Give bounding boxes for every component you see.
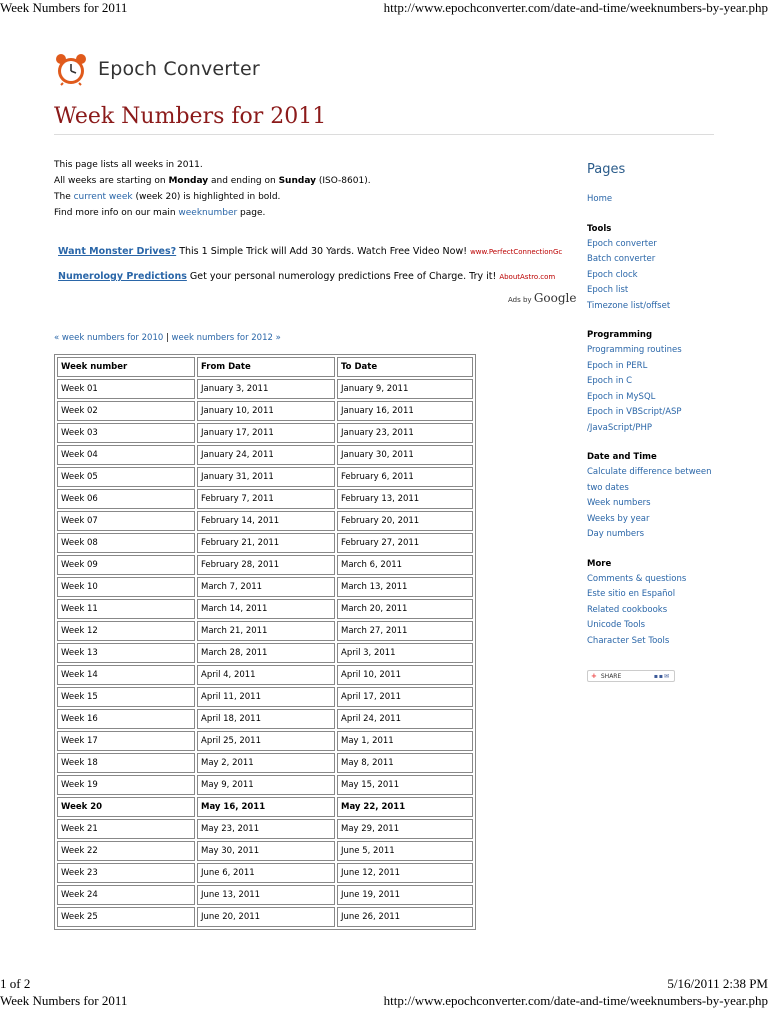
sidebar-section-heading: Tools [587,223,612,234]
table-row [57,775,473,795]
from-date-cell: January 17, 2011 [197,423,335,443]
week-cell: Week 01 [57,379,195,399]
to-date-cell: June 26, 2011 [337,907,473,927]
ad-text: This 1 Simple Trick will Add 30 Yards. Watch Free Video Now! [176,246,471,257]
week-cell: Week 19 [57,775,195,795]
to-date-cell: May 15, 2011 [337,775,473,795]
ad-numerology[interactable] [58,271,555,282]
table-row [57,423,473,443]
to-date-cell: March 13, 2011 [337,577,473,597]
sidebar-link[interactable]: Character Set Tools [587,635,670,646]
week-cell: Week 05 [57,467,195,487]
sidebar-link[interactable]: Batch converter [587,254,656,264]
from-date-cell: February 21, 2011 [197,533,335,553]
from-date-cell: May 2, 2011 [197,753,335,773]
table-row [57,467,473,487]
from-date-cell: March 14, 2011 [197,599,335,619]
sidebar-link[interactable]: Related cookbooks [587,604,668,615]
week-cell: Week 07 [57,511,195,531]
from-date-cell: May 23, 2011 [197,819,335,839]
to-date-cell: February 6, 2011 [337,467,473,487]
intro-line-2: All weeks are starting on Monday and ending on Sunday (ISO-8601). [54,176,371,186]
sidebar-link[interactable]: Epoch in C [587,376,633,386]
sidebar-link[interactable]: Programming routines [587,345,682,355]
table-row [57,511,473,531]
week-cell: Week 03 [57,423,195,443]
to-date-cell: April 10, 2011 [337,665,473,685]
header-to-date: To Date [337,357,473,377]
week-cell: Week 21 [57,819,195,839]
from-date-cell: May 16, 2011 [197,797,335,817]
from-date-cell: January 10, 2011 [197,401,335,421]
table-row [57,555,473,575]
table-row [57,863,473,883]
sidebar-link[interactable]: Epoch list [587,285,629,295]
table-row [57,533,473,553]
table-row [57,643,473,663]
ad-title[interactable]: Want Monster Drives? [58,246,177,257]
table-row [57,797,473,817]
share-label: SHARE [600,672,622,680]
from-date-cell: April 11, 2011 [197,687,335,707]
table-row [57,709,473,729]
sidebar-link[interactable]: Epoch converter [587,238,657,249]
print-footer-datetime: 5/16/2011 2:38 PM [667,976,768,991]
to-date-cell: May 22, 2011 [337,797,473,817]
from-date-cell: April 4, 2011 [197,665,335,685]
header-from-date: From Date [197,357,335,377]
week-cell: Week 24 [57,885,195,905]
week-cell: Week 08 [57,533,195,553]
table-row [57,841,473,861]
table-row [57,489,473,509]
print-header-url: http://www.epochconverter.com/date-and-time/weeknumbers-by-year.php [383,0,768,15]
year-navigation: « week numbers for 2010 | week numbers for 2012 » [54,333,281,343]
from-date-cell: January 24, 2011 [197,445,335,465]
sidebar-link[interactable]: Unicode Tools [587,620,646,630]
table-row [57,599,473,619]
header-week-number: Week number [57,357,195,377]
print-footer-title: Week Numbers for 2011 [0,993,128,1008]
table-row [57,885,473,905]
week-numbers-table [54,354,476,930]
from-date-cell: June 13, 2011 [197,885,335,905]
from-date-cell: May 9, 2011 [197,775,335,795]
week-cell: Week 16 [57,709,195,729]
to-date-cell: June 19, 2011 [337,885,473,905]
sidebar-link[interactable]: Day numbers [587,529,645,539]
table-row [57,753,473,773]
from-date-cell: April 18, 2011 [197,709,335,729]
sidebar-link[interactable]: two dates [587,482,629,493]
from-date-cell: June 6, 2011 [197,863,335,883]
from-date-cell: June 20, 2011 [197,907,335,927]
week-cell: Week 18 [57,753,195,773]
ad-title[interactable]: Numerology Predictions [58,271,187,282]
from-date-cell: April 25, 2011 [197,731,335,751]
to-date-cell: January 16, 2011 [337,401,473,421]
to-date-cell: January 30, 2011 [337,445,473,465]
table-header-row [57,357,473,377]
to-date-cell: March 27, 2011 [337,621,473,641]
table-row [57,621,473,641]
from-date-cell: February 7, 2011 [197,489,335,509]
to-date-cell: June 12, 2011 [337,863,473,883]
week-cell: Week 10 [57,577,195,597]
week-cell: Week 04 [57,445,195,465]
sidebar-link[interactable]: Este sitio en Español [587,589,676,599]
title-divider [54,134,714,135]
sidebar-link[interactable]: Epoch in PERL [587,360,648,371]
intro-text [54,157,371,221]
to-date-cell: May 1, 2011 [337,731,473,751]
from-date-cell: March 21, 2011 [197,621,335,641]
sidebar-link-home[interactable]: Home [587,194,613,204]
sidebar-section-heading: Date and Time [587,452,657,462]
from-date-cell: February 14, 2011 [197,511,335,531]
week-cell: Week 14 [57,665,195,685]
week-cell: Week 06 [57,489,195,509]
to-date-cell: April 24, 2011 [337,709,473,729]
to-date-cell: February 20, 2011 [337,511,473,531]
page-title: Week Numbers for 2011 [54,104,327,129]
sidebar-link[interactable]: /JavaScript/PHP [587,422,652,433]
print-footer-page: 1 of 2 [0,976,31,991]
week-cell: Week 02 [57,401,195,421]
week-cell: Week 12 [57,621,195,641]
plus-icon: + [591,672,597,680]
from-date-cell: January 3, 2011 [197,379,335,399]
week-cell: Week 15 [57,687,195,707]
table-row [57,445,473,465]
sidebar-link[interactable]: Weeks by year [587,513,650,524]
table-row [57,687,473,707]
next-year-link[interactable]: week numbers for 2012 » [171,333,281,343]
intro-line-1: This page lists all weeks in 2011. [54,160,203,170]
sidebar-title: Pages [587,162,626,177]
sidebar-link[interactable]: Epoch in MySQL [587,391,656,402]
to-date-cell: May 29, 2011 [337,819,473,839]
share-button[interactable] [587,670,675,682]
site-name: Epoch Converter [98,58,260,80]
to-date-cell: January 23, 2011 [337,423,473,443]
to-date-cell: February 13, 2011 [337,489,473,509]
week-cell: Week 22 [57,841,195,861]
sidebar-link[interactable]: Comments & questions [587,573,687,584]
table-row [57,577,473,597]
sidebar-section-heading: More [587,558,612,569]
intro-line-4: Find more info on our main weeknumber page. [54,208,266,218]
site-logo[interactable] [54,52,260,86]
ad-text: Get your personal numerology predictions Free of Charge. Try it! [186,271,500,282]
from-date-cell: March 7, 2011 [197,577,335,597]
sidebar-link[interactable]: Epoch clock [587,269,638,280]
from-date-cell: March 28, 2011 [197,643,335,663]
sidebar-link[interactable]: Epoch in VBScript/ASP [587,407,682,417]
alarm-clock-icon [54,52,88,86]
current-week-link[interactable]: current week [73,192,133,202]
ad-monster-drives[interactable] [58,246,562,257]
sidebar-section-heading: Programming [587,330,653,340]
to-date-cell: June 5, 2011 [337,841,473,861]
table-row [57,401,473,421]
print-footer-url: http://www.epochconverter.com/date-and-time/weeknumbers-by-year.php [383,993,768,1008]
to-date-cell: April 3, 2011 [337,643,473,663]
table-row [57,731,473,751]
print-header-title: Week Numbers for 2011 [0,0,128,15]
table-row [57,665,473,685]
table-row [57,819,473,839]
sidebar-link[interactable]: Timezone list/offset [587,300,671,311]
social-icons: ▪▪✉ [653,672,670,680]
week-cell: Week 11 [57,599,195,619]
to-date-cell: January 9, 2011 [337,379,473,399]
ads-by-google[interactable]: Ads by Google [508,291,577,305]
week-cell: Week 17 [57,731,195,751]
week-cell: Week 13 [57,643,195,663]
table-row [57,379,473,399]
ad-url[interactable]: www.PerfectConnectionGc [470,248,563,256]
from-date-cell: February 28, 2011 [197,555,335,575]
to-date-cell: March 6, 2011 [337,555,473,575]
intro-line-3: The current week (week 20) is highlighted in bold. [54,192,281,202]
week-cell: Week 25 [57,907,195,927]
to-date-cell: March 20, 2011 [337,599,473,619]
to-date-cell: May 8, 2011 [337,753,473,773]
sidebar-link[interactable]: Calculate difference between [587,467,712,477]
ad-url[interactable]: AboutAstro.com [499,273,556,281]
to-date-cell: February 27, 2011 [337,533,473,553]
week-cell: Week 23 [57,863,195,883]
week-cell: Week 09 [57,555,195,575]
prev-year-link[interactable]: « week numbers for 2010 [54,333,164,343]
from-date-cell: January 31, 2011 [197,467,335,487]
table-row [57,907,473,927]
week-cell: Week 20 [57,797,195,817]
sidebar [587,162,737,649]
weeknumber-link[interactable]: weeknumber [178,208,238,218]
from-date-cell: May 30, 2011 [197,841,335,861]
to-date-cell: April 17, 2011 [337,687,473,707]
sidebar-link[interactable]: Week numbers [587,498,651,508]
